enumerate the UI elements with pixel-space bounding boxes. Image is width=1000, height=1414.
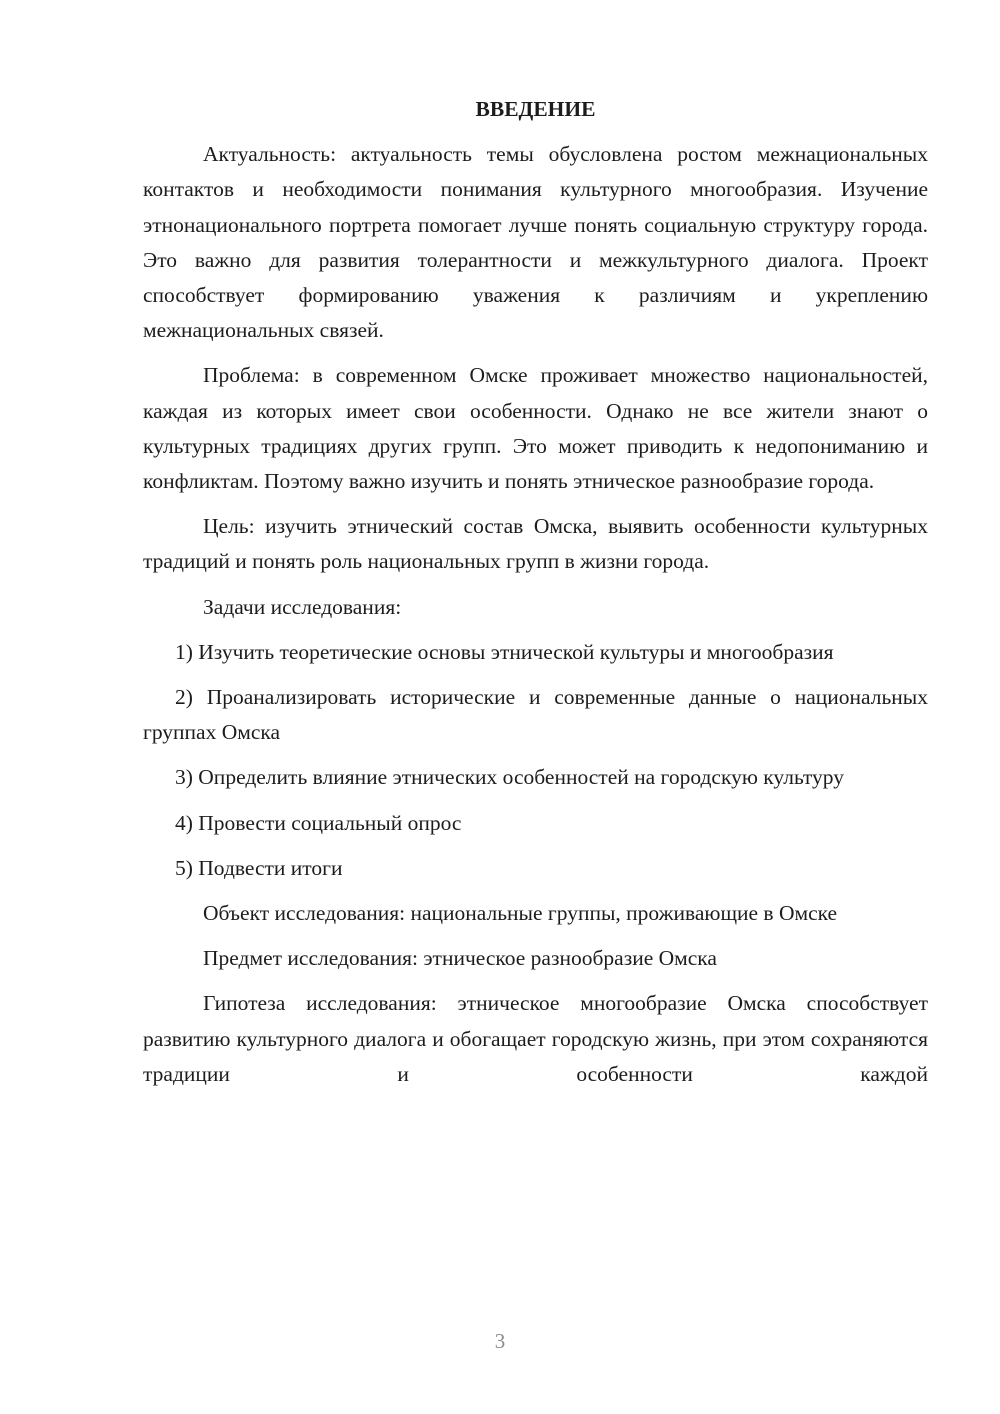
page-number: 3 — [494, 1329, 506, 1353]
task-item-3: 3) Определить влияние этнических особенностей на городскую культуру — [175, 765, 845, 790]
task-item-5: 5) Подвести итоги — [175, 855, 343, 880]
paragraph-problem: Проблема: в современном Омске проживает множество национальностей, каждая из которых имеет свои особенности. Однако не все жители знают о культурных традициях других групп. Это может приводить к недопониманию и конфликтам. Поэтому важно изучить и понять этническое разнообразие города. — [143, 363, 928, 494]
document-page — [143, 92, 928, 1102]
task-item-4: 4) Провести социальный опрос — [175, 810, 462, 835]
paragraph-subject: Предмет исследования: этническое разнообразие Омска — [203, 946, 717, 971]
paragraph-actuality: Актуальность: актуальность темы обусловлена ростом межнациональных контактов и необходимости понимания культурного многообразия. Изучение этнонационального портрета помогает лучше понять социальную структуру города. Это важно для развития толерантности и межкультурного диалога. Проект способствует формированию уважения к различиям и укреплению межнациональных связей. — [143, 142, 928, 343]
paragraph-goal: Цель: изучить этнический состав Омска, выявить особенности культурных традиций и понять роль национальных групп в жизни города. — [143, 514, 928, 574]
paragraph-object: Объект исследования: национальные группы, проживающие в Омске — [203, 901, 838, 926]
paragraph-hypothesis: Гипотеза исследования: этническое многообразие Омска способствует развитию культурного диалога и обогащает городскую жизнь, при этом сохраняются традиции и особенности каждой — [143, 991, 928, 1086]
section-heading: ВВЕДЕНИЕ — [475, 97, 596, 121]
tasks-heading: Задачи исследования: — [203, 594, 402, 619]
task-item-1: 1) Изучить теоретические основы этнической культуры и многообразия — [175, 639, 834, 664]
task-item-2: 2) Проанализировать исторические и современные данные о национальных группах Омска — [143, 685, 928, 745]
